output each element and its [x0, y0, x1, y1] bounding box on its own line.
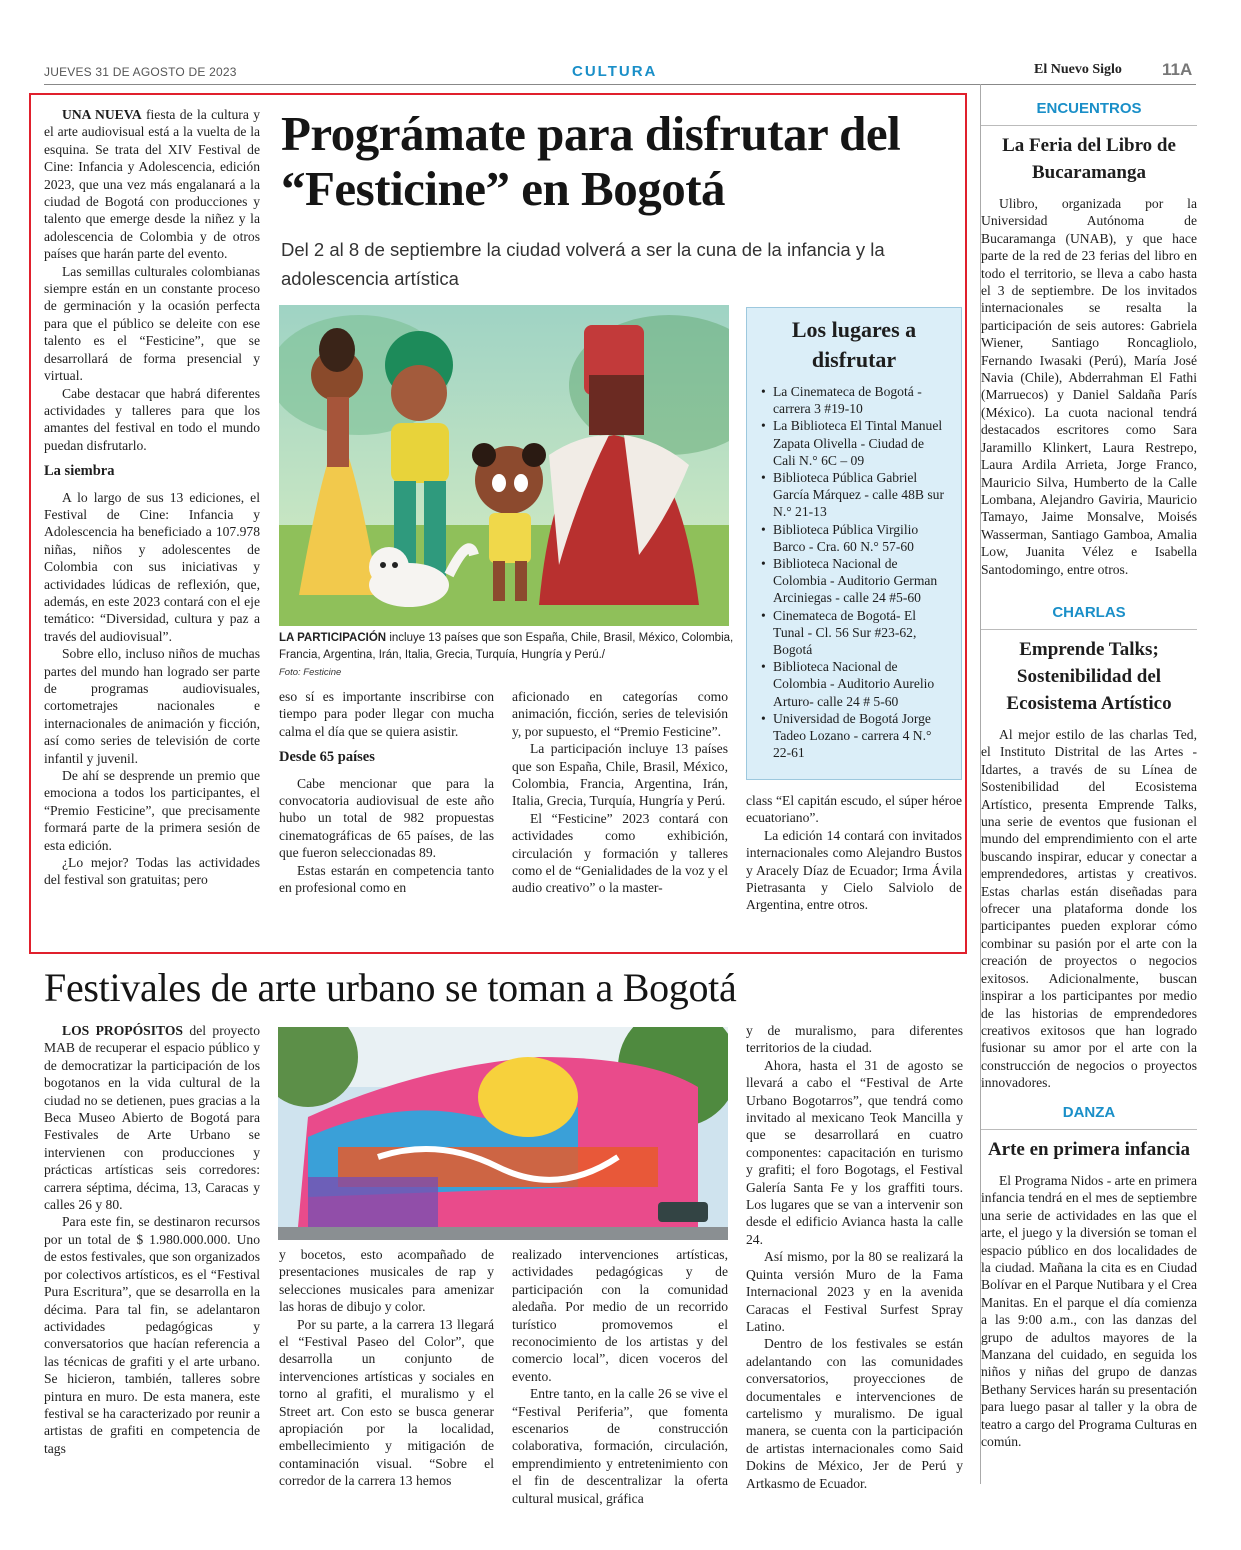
- article2-paragraph: realizado intervenciones artísticas, actividades pedagógicas y de participación con la comunidad aledaña. Por medio de un recorrido turístico promovemos el reconocimiento de los artistas y del comercio local”, dicen voceros del evento.: [512, 1247, 728, 1384]
- article1-column-3: [512, 688, 728, 897]
- article1-column-1: [44, 106, 260, 889]
- sidebar-text: El Programa Nidos - arte en primera infancia tendrá en el mes de septiembre una serie de actividades en las que el arte, el juego y la diversión se toman el espacio público en dos localidades de la ciudad. Mañana la cita es en Ciudad Bolívar en el Parque Nutibara y el Crea Manitas. En el parque el día comienza a las 9:00 a.m., con las danzas del grupo de adultos mayores de la Manzana del cuidado, en seguida los niños y niñas del grupo de danzas Bethany Services harán su presentación para luego pasar al taller y la obra de teatro a cargo del Programa Culturas en común.: [981, 1173, 1197, 1450]
- article1-paragraph: El “Festicine” 2023 contará con actividades como exhibición, circulación y formación y talleres como el de “Genialidades de la voz y el audio creativo” o la master-: [512, 810, 728, 896]
- sidebar-rule: [981, 1129, 1197, 1130]
- page-number: 11A: [1162, 60, 1193, 79]
- lead-in: UNA NUEVA: [62, 107, 142, 122]
- article1-paragraph: UNA NUEVA fiesta de la cultura y el arte audiovisual está a la vuelta de la esquina. Se trata del XIV Festival de Cine: Infancia y Adolescencia, edición 2023, que una vez más engalanará a la ciudad de Bogotá con producciones y talento que emerge desde la niñez y la adolescencia de Colombia y de otros países que harán parte del evento.: [44, 107, 261, 262]
- article2-paragraph: Por su parte, a la carrera 13 llegará el “Festival Paseo del Color”, que desarrolla un conjunto de intervenciones artísticas y sociales en torno al grafiti, el muralismo y el Street art. Con esto se busca generar apropiación por la localidad, embellecimiento y mitigación de contaminación visual. “Sobre el corredor de la carrera 13 hemos: [279, 1316, 494, 1489]
- article1-paragraph: Cabe destacar que habrá diferentes actividades y talleres para que los amantes del festival en todo el mundo puedan disfrutarlo.: [44, 385, 260, 453]
- article1-paragraph: Estas estarán en competencia tanto en profesional como en: [279, 862, 494, 896]
- article2-headline: Festivales de arte urbano se toman a Bogotá: [44, 965, 737, 1010]
- place-item: • Biblioteca Nacional de Colombia - Auditorio German Arciniegas - calle 24 #5-60: [761, 555, 949, 607]
- sidebar-title: La Feria del Libro de Bucaramanga: [1002, 135, 1176, 183]
- photo-caption: [279, 630, 734, 681]
- page-date: JUEVES 31 DE AGOSTO DE 2023: [44, 65, 237, 79]
- lead-in: LOS PROPÓSITOS: [62, 1023, 183, 1038]
- section-name: CULTURA: [572, 63, 658, 80]
- place-item: • Biblioteca Pública Gabriel García Márquez - calle 48B sur N.° 21-13: [761, 469, 949, 521]
- article2-column-2: [279, 1246, 494, 1490]
- article1-column-2: [279, 688, 494, 896]
- article2-paragraph: y bocetos, esto acompañado de presentaciones musicales de rap y selecciones musicales para amenizar las horas de dibujo y color.: [279, 1247, 494, 1315]
- article2-paragraph: Así mismo, por la 80 se realizará la Quinta versión Muro de la Fama Internacional 2023 y en la avenida Caracas el Festival Surfest Spray Latino.: [746, 1249, 963, 1334]
- place-item: • Cinemateca de Bogotá- El Tunal - Cl. 56 Sur #23-62, Bogotá: [761, 607, 949, 659]
- photo-credit: Foto: Festicine: [279, 667, 342, 678]
- subheading: Desde 65 países: [279, 749, 375, 766]
- article1-paragraph: La participación incluye 13 países que son España, Chile, Brasil, México, Colombia, Francia, Argentina, Irán, Italia, Grecia, Turquía, Hungría y Perú.: [512, 741, 728, 809]
- article1-headline: Prográmate para disfrutar del “Festicine” en Bogotá: [281, 106, 901, 216]
- mural-photo: [278, 1027, 728, 1240]
- article2-column-3: [512, 1246, 728, 1507]
- article1-column-4: [746, 792, 962, 914]
- article2-paragraph: Para este fin, se destinaron recursos por un total de $ 1.980.000.000. Uno de estos festivales, que son organizados por colectivos artísticos, es el “Festival Pura Escritura”, que se desarrolla en la décima. Para tal fin, se adelantaron actividades pedagógicas y conversatorios que hacían referencia a las técnicas de grafiti y el arte urbano. Se hicieron, también, talleres sobre pintura en muro. De esta manera, este festival se ha caracterizado por reunir a artistas de grafiti en competencia de tags: [44, 1214, 260, 1456]
- sidebar-rule: [981, 629, 1197, 630]
- places-info-box: [746, 307, 962, 780]
- sidebar-text: Al mejor estilo de las charlas Ted, el Instituto Distrital de las Artes - Idartes, a través de su Línea de Sostenibilidad del Ecosistema Artístico, presenta Emprende Talks, una serie de eventos que fusionan el mundo del emprendimiento con el arte buscando inspirar, educar y conectar a emprendedores, artistas y creativos. Estas charlas están diseñadas para ofrecer una plataforma donde los participantes pueden explorar cómo combinar su pasión por el arte con la creación de proyectos o negocios exitosos. Adicionalmente, buscan inspirar a los participantes por medio de las historias de emprendedores creativos exitosos que han logrado fusionar su amor por el arte con la construcción de negocios o proyectos innovadores.: [981, 727, 1197, 1091]
- festicine-illustration: [279, 305, 729, 626]
- newspaper-brand: El Nuevo Siglo: [1034, 62, 1122, 77]
- article2-paragraph: Dentro de los festivales se están adelantando con las comunidades conversatorios, proyecciones de documentales e intervenciones de cartelismo y muralismo. De igual manera, se cuenta con la participación de artistas internacionales como Said Dokins de México, Jer de Perú y Artkasmo de Ecuador.: [746, 1336, 963, 1491]
- sidebar-danza: [981, 1104, 1197, 1451]
- sidebar-encuentros: [981, 100, 1197, 578]
- sidebar-text: Ulibro, organizada por la Universidad Autónoma de Bucaramanga (UNAB), y que hace parte de la red de 23 ferias del libro en todo el territorio, se lleva a cabo hasta el 3 de septiembre. De los invitados internacionales se resalta la participación de seis autores: Gabriela Wiener, Santiago Roncagliolo, Fernando Iwasaki (Perú), María José Navia (Chile), Abderrahman El Fathi (Marruecos) y Daniel Saldaña París (México). La cuota nacional tendrá destacados escritores como Sara Jaramillo Klinkert, Laura Restrepo, Laura Ardila Arrieta, Jorge Franco, Mauricio Silva, Humberto de la Calle Lombana, Alejandro Gaviria, Mauricio Tamayo, Jaime Monsalve, Moisés Wasserman, Santiago Gamboa, Amalia Low, Juanita Vélez e Isabella Santodomingo, entre otros.: [981, 196, 1197, 577]
- sidebar-section-label: ENCUENTROS: [1036, 100, 1142, 117]
- sidebar-section-label: DANZA: [1062, 1104, 1116, 1121]
- caption-lead: LA PARTICIPACIÓN: [279, 632, 387, 644]
- article1-paragraph: La edición 14 contará con invitados internacionales como Alejandro Bustos y Aracely Díaz de Ecuador; Irma Ávila Pietrasanta y Cielo Salviolo de Argentina, entre otros.: [746, 827, 962, 913]
- article2-column-1: [44, 1022, 260, 1457]
- place-item: • Biblioteca Pública Virgilio Barco - Cra. 60 N.° 57-60: [761, 521, 949, 555]
- place-item: • La Cinemateca de Bogotá - carrera 3 #19-10: [761, 383, 949, 417]
- sidebar-title: Emprende Talks; Sostenibilidad del Ecosistema Artístico: [1006, 639, 1172, 714]
- places-box-title: Los lugares a disfrutar: [791, 317, 917, 372]
- article1-paragraph: ¿Lo mejor? Todas las actividades del festival son gratuitas; pero: [44, 855, 260, 888]
- article1-paragraph: class “El capitán escudo, el súper héroe ecuatoriano”.: [746, 793, 962, 826]
- article1-paragraph: Sobre ello, incluso niños de muchas partes del mundo han logrado ser parte de programas audiovisuales, cortometrajes nacionales e internacionales de animación y ficción, así como series de televisión de corte infantil y juvenil.: [44, 646, 260, 766]
- article1-paragraph: Cabe mencionar que para la convocatoria audiovisual de este año hubo un total de 982 propuestas cinematográficas de 65 países, de las que fueron seleccionadas 89.: [279, 775, 494, 861]
- place-item: • Universidad de Bogotá Jorge Tadeo Lozano - carrera 4 N.° 22-61: [761, 710, 949, 762]
- article1-paragraph: A lo largo de sus 13 ediciones, el Festival de Cine: Infancia y Adolescencia ha beneficiado a 107.978 niñas, niños y adolescentes de Colombia con sus iniciativas y actividades lúdicas de reflexión, que, además, en este 2023 contará con el eje temático: “Diversidad, cultura y paz a través del audiovisual”.: [44, 489, 260, 644]
- sidebar-charlas: [981, 604, 1197, 1092]
- places-list: [747, 383, 961, 761]
- article1-paragraph: aficionado en categorías como animación, ficción, series de televisión y, por supuesto, el “Premio Festicine”.: [512, 689, 728, 739]
- place-item: • Biblioteca Nacional de Colombia - Auditorio Aurelio Arturo- calle 24 # 5-60: [761, 658, 949, 710]
- caption-text: incluye 13 países que son España, Chile, Brasil, México, Colombia, Francia, Argentina, Irán, Italia, Grecia, Turquía, Hungría y Perú./: [279, 632, 734, 661]
- article1-paragraph: eso sí es importante inscribirse con tiempo para poder llegar con mucha calma el día que se quiera asistir.: [279, 689, 494, 739]
- sidebar-title: Arte en primera infancia: [987, 1139, 1191, 1160]
- article2-paragraph: Ahora, hasta el 31 de agosto se llevará a cabo el “Festival de Arte Urbano Bogotarros”, que tendrá como invitado al mexicano Teok Mancilla y que se desarrollará en cuatro componentes: capacitación en turismo y grafiti; el foro Bogotags, el Festival Galería Santa Fe y los graffiti tours. Los lugares que se van a intervenir son desde el edificio Avianca hasta la calle 24.: [746, 1057, 963, 1247]
- article1-paragraph: De ahí se desprende un premio que emociona a todos los participantes, el “Premio Festicine”, que precisamente formará parte de la primera sesión de esta edición.: [44, 768, 260, 853]
- article2-paragraph: y de muralismo, para diferentes territorios de la ciudad.: [746, 1023, 963, 1056]
- place-item: • La Biblioteca El Tintal Manuel Zapata Olivella - Ciudad de Cali N.° 6C – 09: [761, 417, 949, 469]
- subheading: La siembra: [44, 463, 115, 480]
- article2-paragraph: LOS PROPÓSITOS del proyecto MAB de recuperar el espacio público y de democratizar la participación de los bogotanos en la vida cultural de la ciudad no se detienen, pues gracias a la Beca Museo Abierto de Bogotá para Festivales de Arte Urbano se intervienen con producciones y prácticas artísticas seis corredores: carrera séptima, décima, 13, Caracas y calles 26 y 80.: [44, 1023, 260, 1213]
- article1-paragraph: Las semillas culturales colombianas siempre están en un constante proceso de germinación y la ocasión perfecta para que el público se deleite con ese talento es el “Festicine”, que se desarrollará de forma presencial y virtual.: [44, 263, 260, 384]
- sidebar-section-label: CHARLAS: [1052, 604, 1126, 621]
- header-rule: [44, 84, 1196, 85]
- article1-deck: Del 2 al 8 de septiembre la ciudad volverá a ser la cuna de la infancia y la adolescencia artística: [281, 239, 885, 289]
- sidebar-rule: [981, 125, 1197, 126]
- article2-column-4: [746, 1022, 963, 1492]
- article2-paragraph: Entre tanto, en la calle 26 se vive el “Festival Periferia”, que fomenta escenarios de construcción colaborativa, formación, circulación, emprendimiento y entretenimiento con el fin de descentralizar la oferta cultural musical, gráfica: [512, 1386, 728, 1506]
